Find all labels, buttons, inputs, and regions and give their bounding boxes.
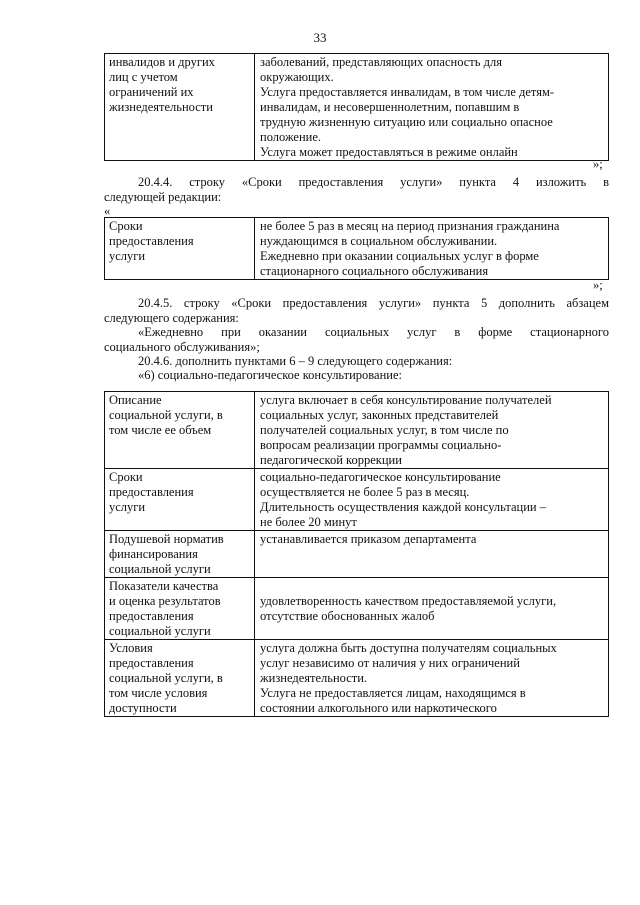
cell-text-line: социальной услуги xyxy=(109,562,211,576)
row-content-cell xyxy=(255,218,608,279)
cell-text-line xyxy=(260,579,604,594)
cell-text-line: том числе условия xyxy=(109,686,208,700)
cell-text-line: том числе ее объем xyxy=(109,423,212,437)
quoted-paragraph-line1: «Ежедневно при оказании социальных услуг в форме стационарного xyxy=(138,325,609,339)
cell-text-line: нуждающимся в социальном обслуживании. xyxy=(260,234,498,248)
cell-text-line: заболеваний, представляющих опасность для xyxy=(260,55,502,69)
table-row xyxy=(105,218,608,279)
cell-text-line: состоянии алкогольного или наркотического xyxy=(260,701,497,715)
row-label-cell xyxy=(105,578,255,639)
cell-text-line: педагогической коррекции xyxy=(260,453,402,467)
cell-text-line: финансирования xyxy=(109,547,198,561)
cell-text-line: Условия xyxy=(109,641,153,655)
table-row xyxy=(105,639,608,716)
cell-text-line: инвалидов и других xyxy=(109,55,215,69)
cell-text-line: положение. xyxy=(260,130,322,144)
row-label-cell xyxy=(105,531,255,577)
paragraph-20-4-4-line1: 20.4.4. строку «Сроки предоставления услуги» пункта 4 изложить в xyxy=(138,175,609,189)
row-label-cell xyxy=(105,469,255,530)
cell-text-line: Сроки xyxy=(109,470,143,484)
cell-text-line: получателей социальных услуг, в том числе по xyxy=(260,423,509,437)
cell-text-line: предоставления xyxy=(109,234,194,248)
cell-text-line: услуги xyxy=(109,500,146,514)
cell-text-line: услуга должна быть доступна получателям социальных xyxy=(260,641,557,655)
cell-text-line: доступности xyxy=(109,701,177,715)
table-terms xyxy=(104,217,609,280)
cell-text-line: не более 20 минут xyxy=(260,515,357,529)
closing-quote: »; xyxy=(593,278,603,292)
row-content-cell xyxy=(255,531,608,577)
table-row xyxy=(105,54,608,160)
row-content-cell xyxy=(255,54,608,160)
cell-text-line: инвалидам, и несовершеннолетним, попавшим в xyxy=(260,100,520,114)
page-number: 33 xyxy=(313,30,327,45)
row-label-cell xyxy=(105,54,255,160)
table-row xyxy=(105,577,608,639)
quoted-paragraph-line2: социального обслуживания»; xyxy=(104,340,260,354)
cell-text-line: Подушевой норматив xyxy=(109,532,224,546)
table-consulting xyxy=(104,391,609,717)
cell-text-line: социальной услуги, в xyxy=(109,671,223,685)
table-row xyxy=(105,468,608,530)
cell-text-line: и оценка результатов xyxy=(109,594,221,608)
cell-text-line: жизнедеятельности. xyxy=(260,671,368,685)
table-continuation xyxy=(104,53,609,161)
cell-text-line: социальной услуги xyxy=(109,624,211,638)
cell-text-line: услуги xyxy=(109,249,146,263)
cell-text-line: устанавливается приказом департамента xyxy=(260,532,477,546)
row-content-cell xyxy=(255,578,608,639)
cell-text-line: осуществляется не более 5 раз в месяц. xyxy=(260,485,470,499)
cell-text-line: Описание xyxy=(109,393,162,407)
paragraph-item-6: «6) социально-педагогическое консультирование: xyxy=(138,368,402,382)
cell-text-line: предоставления xyxy=(109,485,194,499)
cell-text-line: стационарного социального обслуживания xyxy=(260,264,489,278)
cell-text-line: предоставления xyxy=(109,656,194,670)
paragraph-20-4-6: 20.4.6. дополнить пунктами 6 – 9 следующего содержания: xyxy=(138,354,453,368)
row-content-cell xyxy=(255,640,608,716)
cell-text-line: отсутствие обоснованных жалоб xyxy=(260,609,435,623)
cell-text-line: Длительность осуществления каждой консультации – xyxy=(260,500,546,514)
row-label-cell xyxy=(105,392,255,468)
cell-text-line: Ежедневно при оказании социальных услуг в форме xyxy=(260,249,539,263)
cell-text-line: услуг независимо от наличия у них ограничений xyxy=(260,656,520,670)
cell-text-line: социальных услуг, законных представителей xyxy=(260,408,499,422)
paragraph-20-4-5-line2: следующего содержания: xyxy=(104,311,239,325)
row-content-cell xyxy=(255,392,608,468)
table-row xyxy=(105,392,608,468)
row-content-cell xyxy=(255,469,608,530)
cell-text-line: социально-педагогическое консультирование xyxy=(260,470,501,484)
cell-text-line: социальной услуги, в xyxy=(109,408,223,422)
cell-text-line: не более 5 раз в месяц на период признания гражданина xyxy=(260,219,560,233)
row-label-cell xyxy=(105,640,255,716)
table-row xyxy=(105,530,608,577)
cell-text-line: удовлетворенность качеством предоставляемой услуги, xyxy=(260,594,557,608)
paragraph-20-4-4-line2: следующей редакции: xyxy=(104,190,222,204)
cell-text-line: окружающих. xyxy=(260,70,334,84)
cell-text-line: лиц с учетом xyxy=(109,70,178,84)
cell-text-line: ограничений их xyxy=(109,85,194,99)
closing-quote: »; xyxy=(593,157,603,171)
opening-quote: « xyxy=(104,204,111,218)
cell-text-line: Услуга не предоставляется лицам, находящимся в xyxy=(260,686,526,700)
paragraph-20-4-5-line1: 20.4.5. строку «Сроки предоставления услуги» пункта 5 дополнить абзацем xyxy=(138,296,609,310)
cell-text-line: предоставления xyxy=(109,609,194,623)
cell-text-line: Услуга может предоставляться в режиме онлайн xyxy=(260,145,518,159)
cell-text-line: Услуга предоставляется инвалидам, в том числе детям- xyxy=(260,85,555,99)
cell-text-line: Показатели качества xyxy=(109,579,219,593)
cell-text-line: трудную жизненную ситуацию или социально опасное xyxy=(260,115,553,129)
row-label-cell xyxy=(105,218,255,279)
cell-text-line: вопросам реализации программы социально- xyxy=(260,438,502,452)
cell-text-line: Сроки xyxy=(109,219,143,233)
cell-text-line: жизнедеятельности xyxy=(109,100,213,114)
cell-text-line: услуга включает в себя консультирование получателей xyxy=(260,393,552,407)
